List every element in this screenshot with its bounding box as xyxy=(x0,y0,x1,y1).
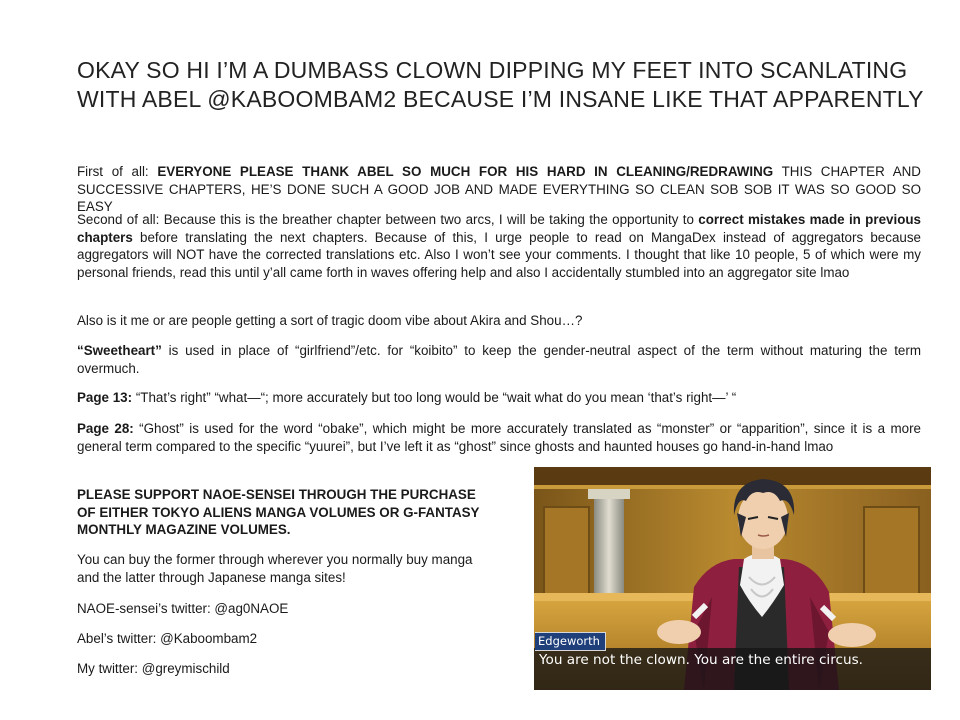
page-title: OKAY SO HI I’M A DUMBASS CLOWN DIPPING MY FEET INTO SCANLATING WITH ABEL @KABOOMBAM2 BECAUSE I’M INSANE LIKE THAT APPARENTLY xyxy=(77,57,924,112)
abel-twitter: Abel’s twitter: @Kaboombam2 xyxy=(77,631,258,646)
p5-bold: Page 13: xyxy=(77,390,133,405)
p1-lead: First of all: xyxy=(77,164,158,179)
p6-rest: “Ghost” is used for the word “obake”, which might be more accurately translated as “monster” or “apparition”, since it is a more general term compared to the specific “yuurei”, but I’ve left it as “ghost” since ghosts and haunted houses go hand-in-hand lmao xyxy=(77,421,921,454)
p5-rest: “That’s right” “what—“; more accurately but too long would be “wait what do you mean ‘that’s right—’ “ xyxy=(132,390,737,405)
p6-bold: Page 28: xyxy=(77,421,134,436)
paragraph-thanks xyxy=(77,163,921,216)
note-page-13 xyxy=(77,389,921,407)
note-sweetheart xyxy=(77,342,921,377)
p4-rest: is used in place of “girlfriend”/etc. for “koibito” to keep the gender-neutral aspect of the term without maturing the term overmuch. xyxy=(77,343,921,376)
p2-rest: before translating the next chapters. Because of this, I urge people to read on MangaDex instead of aggregators because aggregators will NOT have the corrected translations etc. Also I won’t see your comments. I thought that like 10 people, 5 of which were my personal friends, read this until y’all came forth in waves offering help and also I accidentally stumbled into an aggregator site lmao xyxy=(77,229,921,280)
p2-lead: Second of all: Because this is the breather chapter between two arcs, I will be taking the opportunity to xyxy=(77,212,699,227)
paragraph-corrections xyxy=(77,211,921,281)
paragraph-doom-vibe: Also is it me or are people getting a sort of tragic doom vibe about Akira and Shou…? xyxy=(77,313,583,328)
p1-bold: EVERYONE PLEASE THANK ABEL SO MUCH FOR HIS HARD IN CLEANING/REDRAWING xyxy=(157,164,774,179)
p1-rest: THIS CHAPTER AND SUCCESSIVE CHAPTERS, HE’S DONE SUCH A GOOD JOB AND MADE EVERYTHING SO CLEAN SOB SOB IT WAS SO GOOD SO EASY xyxy=(77,164,921,214)
p2-bold: correct mistakes made in previous chapters xyxy=(77,212,921,245)
naoe-twitter: NAOE-sensei’s twitter: @ag0NAOE xyxy=(77,601,289,616)
note-page-28 xyxy=(77,420,921,455)
support-notice: PLEASE SUPPORT NAOE-SENSEI THROUGH THE PURCHASE OF EITHER TOKYO ALIENS MANGA VOLUMES OR G-FANTASY MONTHLY MAGAZINE VOLUMES. xyxy=(77,487,480,537)
buy-info: You can buy the former through wherever you normally buy manga and the latter through Japanese manga sites! xyxy=(77,552,473,585)
my-twitter: My twitter: @greymischild xyxy=(77,661,230,676)
p4-bold: “Sweetheart” xyxy=(77,343,162,358)
dialogue-line: You are not the clown. You are the entire circus. xyxy=(539,652,863,668)
speaker-nameplate: Edgeworth xyxy=(535,632,606,651)
